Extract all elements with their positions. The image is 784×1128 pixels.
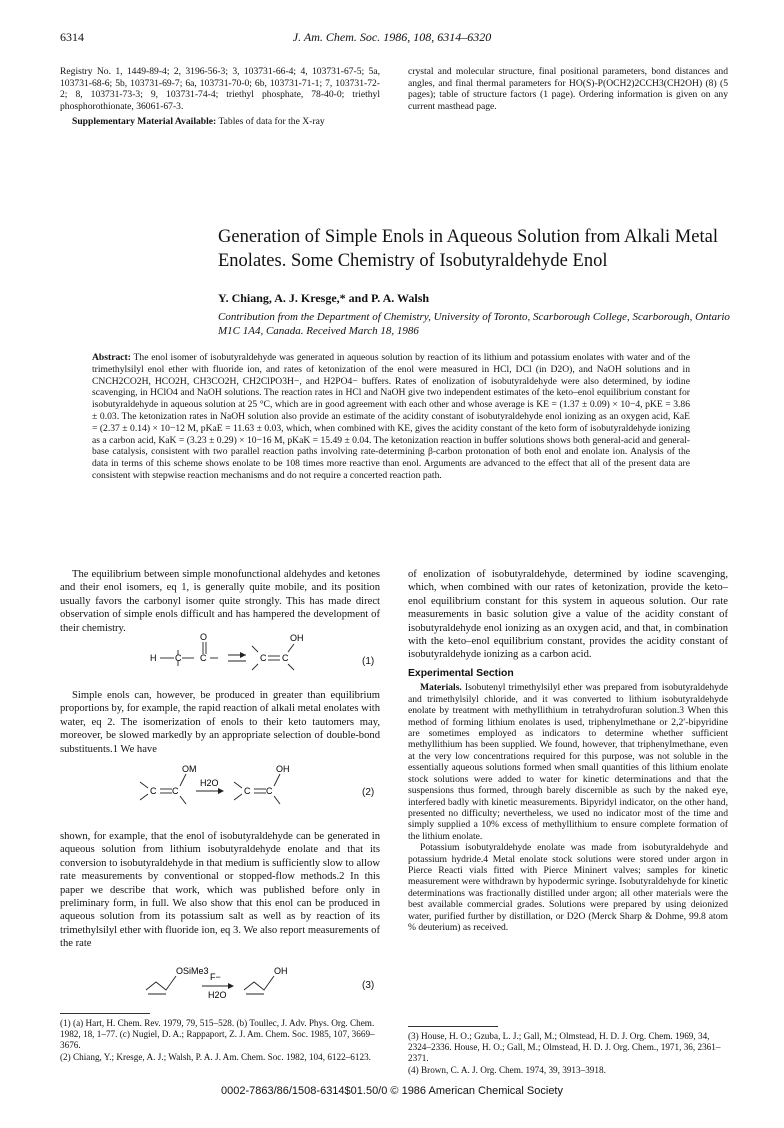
svg-text:C: C bbox=[175, 653, 182, 663]
footnote-rule-left bbox=[60, 1013, 150, 1014]
eq3-water-label: H2O bbox=[208, 990, 227, 1000]
body-text: of enolization of isobutyraldehyde, determined by iodine scavenging, which, when combined with our rates of ketonization, provide the keto–enol equilibrium constant for this system in aqueous solution. Our rate measurements in basic solution give a value of the acidity constant of isobutyraldehyde enol ionizing as an oxygen acid, and that, in combination with the keto–enol equilibrium constant, provides the acidity constant of isobutyraldehyde ionizing as a carbon acid. bbox=[408, 569, 728, 661]
equation-1-number: (1) bbox=[362, 656, 375, 667]
copyright-footer: 0002-7863/86/1508-6314$01.50/0 © 1986 American Chemical Society bbox=[220, 1085, 563, 1097]
page-number: 6314 bbox=[60, 30, 84, 44]
svg-text:C: C bbox=[266, 786, 273, 796]
eq1-oh-label: OH bbox=[290, 633, 304, 643]
svg-text:C: C bbox=[282, 653, 289, 663]
supplementary-continued bbox=[408, 66, 728, 112]
body-text: shown, for example, that the enol of isobutyraldehyde can be generated in aqueous solution from lithium isobutyraldehyde enolate and that its conversion to isobutyraldehyde in that medium is sufficiently slow to allow rate measurements by conventional or stopped-flow methods.2 In this paper we describe that work, which was published before only in preliminary form, in full. We also show that this enol can be produced in aqueous solution from its potassium salt as well as by reaction of its trimethylsilyl ether with fluoride ion, eq 3. We also report measurements of the rate bbox=[60, 831, 380, 950]
svg-text:C: C bbox=[172, 786, 179, 796]
abstract bbox=[92, 352, 690, 482]
intro-paragraph-2 bbox=[60, 689, 380, 756]
eq1-h-label: H bbox=[150, 653, 157, 663]
supplementary-continued-text: crystal and molecular structure, final positional parameters, bond distances and angles, and final thermal parameters for HO(S)-P(OCH2)2CCH3(CH2OH) (8) (5 pages); table of structure factors (1 page). Ordering information is given on any current masthead page. bbox=[408, 66, 728, 112]
registry-text: Registry No. 1, 1449-89-4; 2, 3196-56-3; 3, 103731-66-4; 4, 103731-67-5; 5a, 103731-68-6; 5b, 103731-69-7; 6a, 103731-70-0; 6b, 103731-71-1; 7, 103731-72-2; 8, 103731-73-3; 9, 103731-74-4; triethyl phosphate, 78-40-0; triethyl phosphorothionate, 36061-67-3. bbox=[60, 66, 380, 112]
footnote-1: (1) (a) Hart, H. Chem. Rev. 1979, 79, 515–528. (b) Toullec, J. Adv. Phys. Org. Chem. 1982, 18, 1–77. (c) Nugiel, D. A.; Rappaport, Z. J. Am. Chem. Soc. 1985, 107, 3669–3676. bbox=[60, 1018, 375, 1050]
intro-paragraph-3 bbox=[60, 830, 380, 951]
equation-1-structure bbox=[130, 628, 304, 678]
footnotes-right bbox=[408, 1031, 728, 1077]
materials-label: Materials. bbox=[420, 682, 462, 694]
eq2-oh-label: OH bbox=[276, 764, 290, 774]
abstract-text: The enol isomer of isobutyraldehyde was generated in aqueous solution by reaction of its lithium and potassium enolates with water and of the trimethylsilyl enol ether with fluoride ion, and rates of ketonization of the enol were measured in HCl, DCl (in D2O), and NaOH solutions and in CNCH2CO2H, HCO2H, CH3CO2H, CH2ClPO3H−, and H2PO4− buffers. Rates of enolization of isobutyraldehyde were also determined, by iodine scavenging, in HClO4 and NaOH solutions. The reaction rates in HCl and NaOH give two independent estimates of the keto–enol equilibrium constant for isobutyraldehyde in aqueous solution at 25 °C, which are in good agreement with each other and whose average is KE = (1.37 ± 0.09) × 10−4, pKE = 3.86 ± 0.03. The ketonization rates in NaOH solution also provide an estimate of the acidity constant of isobutyraldehyde enol ionizing as an oxygen acid, KaE = (2.37 ± 0.14) × 10−12 M, pKaE = 11.63 ± 0.03, which, when combined with KE, gives the acidity constant of the keto form of isobutyraldehyde ionizing as a carbon acid, KaK = (3.23 ± 0.29) × 10−16 M, pKaK = 15.49 ± 0.04. The ketonization reaction in buffer solutions shows both general-acid and general-base catalysis, consistent with two parallel reaction paths involving rate-determining β-carbon protonation of both enol and enolate ion. Analysis of the data in terms of this scheme shows enolate to be 108 times more reactive than enol. Arguments are advanced to the effect that all of the present data are consistent with stepwise reaction mechanisms and do not require a concerted reaction path. bbox=[92, 352, 690, 481]
eq3-fluoride-label: F− bbox=[210, 972, 221, 982]
equation-2-structure bbox=[130, 760, 310, 810]
journal-header: J. Am. Chem. Soc. 1986, 108, 6314–6320 bbox=[292, 30, 492, 44]
intro-paragraph-1 bbox=[60, 568, 380, 635]
right-column bbox=[408, 568, 728, 933]
footnotes-left bbox=[60, 1018, 380, 1064]
svg-text:C: C bbox=[150, 786, 157, 796]
footnote-2: (2) Chiang, Y.; Kresge, A. J.; Walsh, P. A. J. Am. Chem. Soc. 1982, 104, 6122–6123. bbox=[60, 1052, 371, 1062]
eq3-oh-label: OH bbox=[274, 966, 288, 976]
authors: Y. Chiang, A. J. Kresge,* and P. A. Walsh bbox=[218, 291, 430, 305]
equation-3-number: (3) bbox=[362, 980, 375, 991]
potassium-paragraph: Potassium isobutyraldehyde enolate was made from isobutyraldehyde and potassium hydride.4 Metal enolate stock solutions were stored under argon in Pierce Reacti vials fitted with Pierce Mininert valves; samples for kinetic measurement were withdrawn by hypodermic syringe. Isobutyraldehyde for kinetic determinations was fractionally distilled under argon; all other materials were the best available commercial grades. Solutions were prepared by using deionized water, purified further by distillation, or D2O (Merck Sharp & Dohme, 99.8 atom % deuterium) as received. bbox=[408, 842, 728, 933]
svg-text:C: C bbox=[200, 653, 207, 663]
eq2-om-label: OM bbox=[182, 764, 197, 774]
section-heading: Experimental Section bbox=[408, 667, 514, 679]
materials-text: Isobutenyl trimethylsilyl ether was prepared from isobutyraldehyde and trimethylsilyl chloride, and it was converted to lithium isobutyraldehyde enolate by treatment with methyllithium in tetrahydrofuran solution.3 When this method of forming lithium enolates is used, triphenylmethane or 2,2′-bipyridine are sometimes employed as indicators to determine whether sufficient methyllithium has been supplied. We found, however, that triphenylmethane, even at the very low concentrations required for this purpose, was not soluble in the essentially aqueous solutions formed when small quantities of this lithium enolate stock solutions were added to water for kinetic determinations and that the suspensions thus formed, through barely discernible as such by the naked eye, interfered badly with kinetic measurements. Bipyridyl indicator, on the other hand, presented no difficulty; nevertheless, we used no indicator most of the time and simply supplied a 10% excess of methyllithium to ensure complete formation of the lithium enolate. bbox=[408, 682, 728, 842]
svg-text:C: C bbox=[244, 786, 251, 796]
eq1-o-label: O bbox=[200, 632, 208, 642]
body-text: The equilibrium between simple monofunctional aldehydes and ketones and their enol isomers, eq 1, is generally quite mobile, and its position usually favors the carbonyl isomer quite strongly. This has made direct observation of simple enols difficult and has hampered the development of their chemistry. bbox=[60, 569, 380, 634]
svg-text:C: C bbox=[260, 653, 267, 663]
supplementary-label: Supplementary Material Available: bbox=[72, 116, 217, 127]
footnote-rule-right bbox=[408, 1026, 498, 1027]
body-text: Simple enols can, however, be produced in greater than equilibrium proportions by, for example, the rapid reaction of alkali metal enolates with water, eq 2. The isomerization of enols to their keto tautomers may, moreover, be slowed markedly by an appropriate selection of double-bond substituents.1 We have bbox=[60, 690, 380, 755]
supplementary-text: Tables of data for the X-ray bbox=[218, 116, 325, 127]
footnote-3: (3) House, H. O.; Gzuba, L. J.; Gall, M.; Olmstead, H. D. J. Org. Chem. 1969, 34, 2324–2336. House, H. O.; Gall, M.; Olmstead, H. D. J. Org. Chem., 1971, 36, 2361–2371. bbox=[408, 1031, 721, 1063]
eq2-water-label: H2O bbox=[200, 778, 219, 788]
materials-paragraph bbox=[408, 682, 728, 842]
footnote-4: (4) Brown, C. A. J. Org. Chem. 1974, 39, 3913–3918. bbox=[408, 1065, 606, 1075]
supplementary-material bbox=[60, 116, 380, 128]
abstract-label: Abstract: bbox=[92, 352, 131, 363]
affiliation: Contribution from the Department of Chemistry, University of Toronto, Scarborough College, Scarborough, Ontario M1C 1A4, Canada. Received March 18, 1986 bbox=[218, 311, 730, 337]
equation-2-number: (2) bbox=[362, 787, 375, 798]
article-title: Generation of Simple Enols in Aqueous Solution from Alkali Metal Enolates. Some Chemistry of Isobutyraldehyde Enol bbox=[218, 227, 718, 271]
equation-3-structure bbox=[140, 960, 320, 1004]
registry-numbers bbox=[60, 66, 380, 112]
eq3-osime3-label: OSiMe3 bbox=[176, 966, 209, 976]
